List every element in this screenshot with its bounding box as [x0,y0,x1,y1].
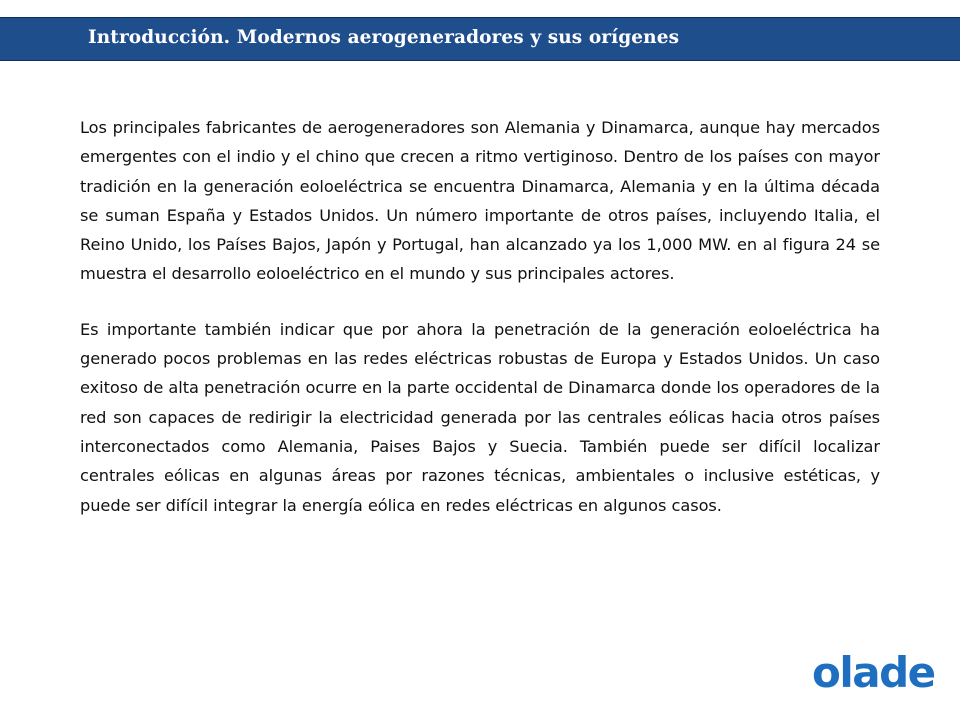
paragraph-2: Es importante también indicar que por ahora la penetración de la generación eoloeléctrica ha generado pocos problemas en las redes eléctricas robustas de Europa y Estados Unidos. Un caso exitoso de alta penetración ocurre en la parte occidental de Dinamarca donde los operadores de la red son capaces de redirigir la electricidad generada por las centrales eólicas hacia otros países interconectados como Alemania, Paises Bajos y Suecia. También puede ser difícil localizar centrales eólicas en algunas áreas por razones técnicas, ambientales o inclusive estéticas, y puede ser difícil integrar la energía eólica en redes eléctricas en algunos casos. [80,319,880,515]
paragraph-1: Los principales fabricantes de aerogeneradores son Alemania y Dinamarca, aunque hay mercados emergentes con el indio y el chino que crecen a ritmo vertiginoso. Dentro de los países con mayor tradición en la generación eoloeléctrica se encuentra Dinamarca, Alemania y en la última década se suman España y Estados Unidos. Un número importante de otros países, incluyendo Italia, el Reino Unido, los Países Bajos, Japón y Portugal, han alcanzado ya los 1,000 MW. en al figura 24 se muestra el desarrollo eoloeléctrico en el mundo y sus principales actores. [80,118,880,284]
slide-content [80,113,880,520]
olade-logo: olade [812,648,935,697]
title-bar [0,17,960,61]
slide-title: Introducción. Modernos aerogeneradores y sus orígenes [88,27,680,48]
